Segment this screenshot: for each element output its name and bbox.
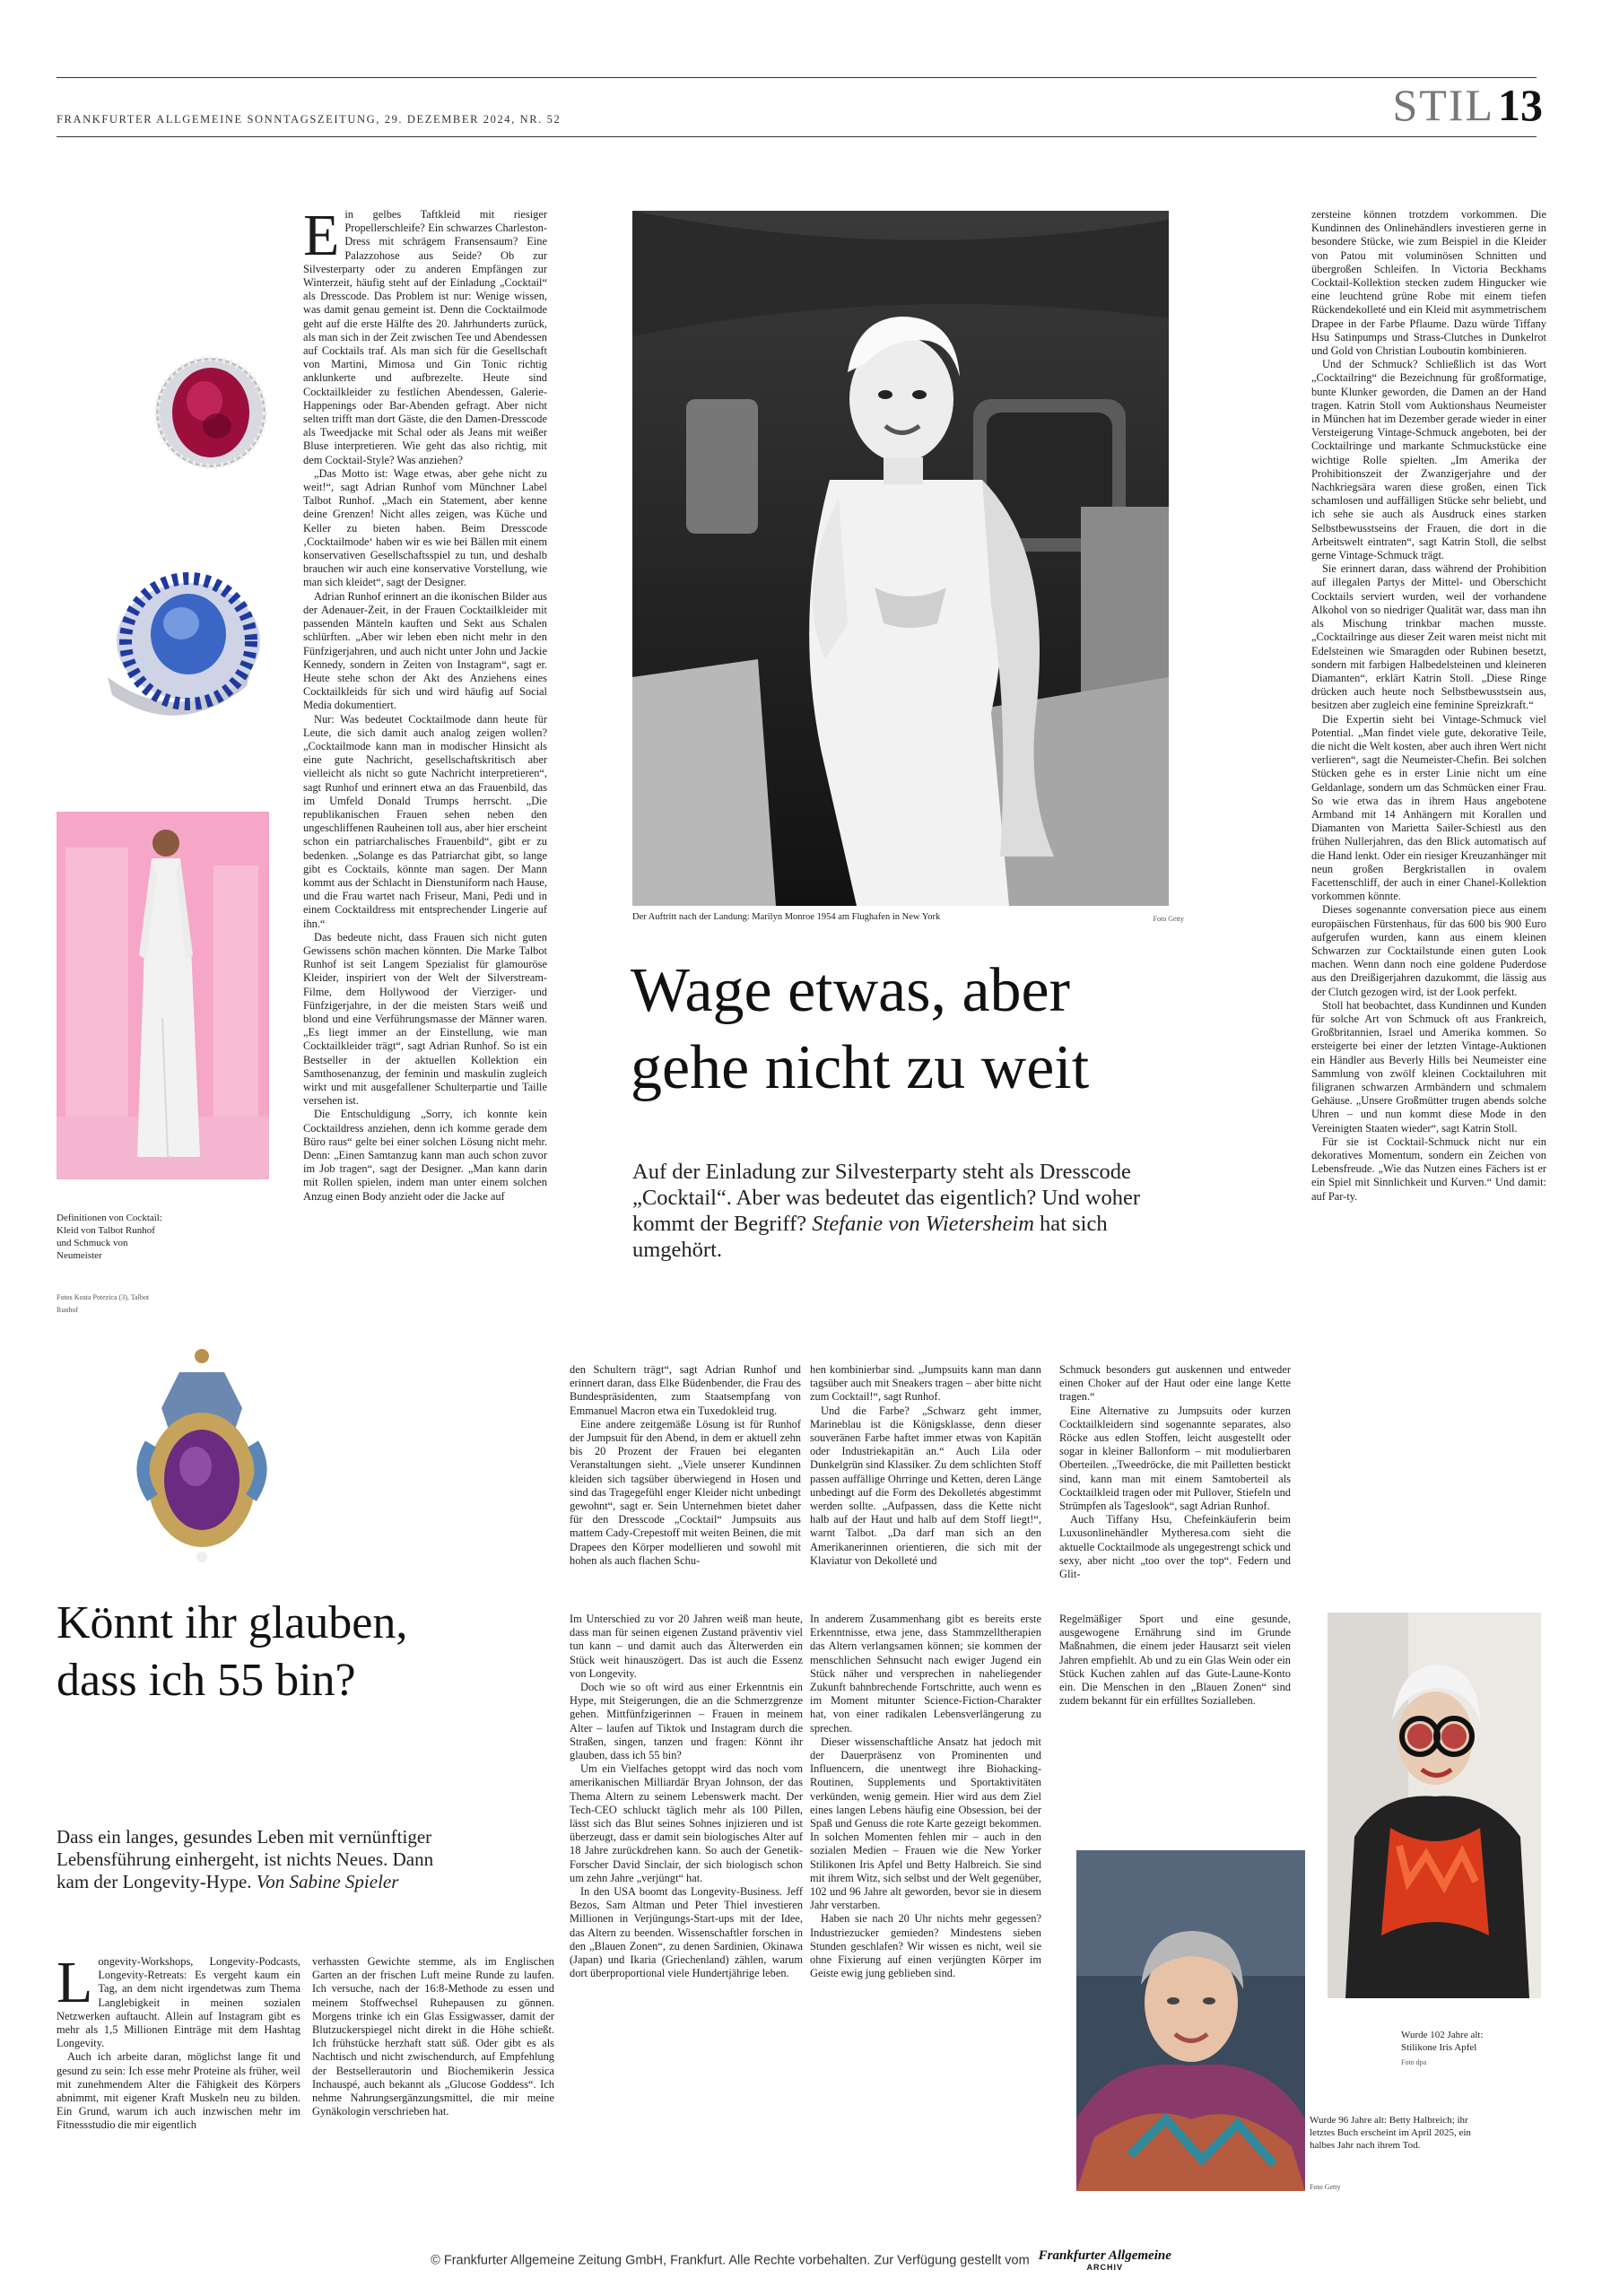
article1-column-5 (1311, 208, 1546, 1649)
faz-logo-sub: ARCHIV (1086, 2263, 1124, 2272)
article1-col2-p2: Eine andere zeitgemäße Lösung ist für Runhof der Jumpsuit für den Abend, in dem er aktuell zehn bis 20 Prozent der Frauen bei eleganten Veranstaltungen sieht. „Viele unserer Kundinnen kleiden sich tagsüber überwiegend in Hosen und sind das Tragegefühl enger Kleider nicht unbedingt gewohnt“, sagt er. Sein Unternehmen bietet daher für den Dresscode „Cocktail“ Jumpsuits aus mattem Cady-Crepestoff mit weiten Beinen, die mit Drapees den Körper modellieren und sowohl mit hohen als auch flachen Schu- (570, 1417, 801, 1567)
article2-dropcap: L (57, 1955, 93, 2015)
article1-col5-p1: zersteine können trotzdem vorkommen. Die Kundinnen des Onlinehändlers investieren gerne in besondere Stücke, wie zum Beispiel in die Kleider von Patou mit voluminösen Schnitten und übergroßen Schleifen. In Victoria Beckhams Cocktail-Kollektion stecken zudem Hingucker wie eine leuchtend grüne Robe mit einem tiefen Rückendekolleté und ein Kleid mit asymmetrischem Drapee in der Farbe Pflaume. Dazu würde Tiffany Hsu Satinpumps und Strass-Clutches in Dunkelrot und Gold von Christian Louboutin kombinieren. (1311, 208, 1546, 358)
main-photo-credit: Foto Getty (1153, 915, 1184, 923)
faz-archiv-logo (1039, 2249, 1171, 2272)
main-photo-caption: Der Auftritt nach der Landung: Marilyn Monroe 1954 am Flughafen in New York (632, 912, 941, 922)
article1-col1-p1: in gelbes Taftkleid mit riesiger Propellerschleife? Ein schwarzes Charleston-Dress mit schrägem Fransensaum? Eine Palazzohose aus Seide? Ob zur Silvesterparty oder zu anderen Empfängen zur Winterzeit, häufig steht auf der Einladung „Cocktail“ als Dresscode. Das Problem ist nur: Wenige wissen, was damit genau gemeint ist. Denn die Cocktailmode geht auf die erste Hälfte des 20. Jahrhunderts zurück, als man sich in der Zeit zwischen Tee und Abendessen auf Cocktails traf. Als man sich für die Gesellschaft von Martini, Mimosa und Gin Tonic richtig anklunkerte und aufbrezelte. Heute sind Cocktailkleider zu festlichen Abendessen, Galerie-Happenings oder Bar-Abenden gefragt. Aber nicht selten trifft man dort Gäste, die den Damen-Dresscode als Tweedjacke mit Schal oder als Jeans mit weißer Bluse interpretieren. Wie geht das also richtig, mit dem Cocktail-Style? Was anziehen? (303, 208, 547, 466)
article1-col5-p2: Und der Schmuck? Schließlich ist das Wort „Cocktailring“ die Bezeichnung für großformatige, bunte Klunker geworden, die Damen an der Hand tragen. Katrin Stoll vom Auktionshaus Neumeister in München hat im Dezember gerade wieder in einer Versteigerung Vintage-Schmuck angeboten, bei der Cocktailringe und markante Schmuckstücke eine wichtige Rolle spielten. „Im Amerika der Prohibitionszeit der Zwanzigerjahre und der Nachkriegsära waren diese großen, einen Tick schamlosen und auffälligen Stücke sehr beliebt, und ich sehe sie auch als Ausdruck eines starken Selbstbewusstseins der Frauen, die dort in die Arbeitswelt eintraten“, sagt Katrin Stoll, die selbst gerne Vintage-Schmuck trägt. (1311, 358, 1546, 562)
article1-col5-p4: Die Expertin sieht bei Vintage-Schmuck viel Potential. „Man findet viele gute, dekorative Teile, die nicht die Welt kosten, aber auch ihren Wert nicht verlieren“, sagt die Neumeister-Chefin. Bei solchen Stücken gehe es in erster Linie nicht um eine Geldanlage, sondern um das Schmücken einer Frau. So wie etwa das in ihrem Haus angebotene Armband mit 14 Anhängern mit Korallen und Diamanten von Marietta Sailer-Schiestl aus den frühen Nullerjahren, das den Blick automatisch auf die Hand lenkt. Oder ein riesiger Kreuzanhänger mit neun großen Bergkristallen in ovalem Facettenschliff, der auch in einer Chanel-Kollektion vorkommen könnte. (1311, 712, 1546, 903)
article2-col4-p2: Dieser wissenschaftliche Ansatz hat jedoch mit der Dauerpräsenz von Prominenten und Influencern, die unentwegt ihre Biohacking-Routinen, Supplements und Sportaktivitäten verkünden, wenig gemein. Hier wird aus dem Ziel eines langen Lebens häufig eine Obsession, bei der Spaß und Genuss die rote Karte gezeigt bekommen. In solchen Momenten fehlen mir – auch in den sozialen Medien – Frauen wie die New Yorker Stilikonen Iris Apfel und Betty Halbreich. Sie sind mit ihrem Witz, sich selbst und der Welt gegenüber, 102 und 96 Jahre alt geworden, bevor sie in diesem Jahr verstarben. (810, 1735, 1041, 1912)
article1-headline-line1: Wage etwas, aber (631, 956, 1070, 1025)
section-name: STIL (1392, 80, 1494, 130)
sapphire-ring-photo (90, 570, 269, 731)
article2-col3-p3: Um ein Vielfaches getoppt wird das noch vom amerikanischen Milliardär Bryan Johnson, der das Thema Altern zu seinem Lebenswerk macht. Der Tech-CEO schluckt täglich mehr als 100 Pillen, lässt sich das Blut seines Sohnes injizieren und ist überzeugt, dass er damit sein biologisches Alter auf 18 Jahre zurückdrehen kann. So auch der Genetik-Forscher David Sinclair, der sich biologisch schon um zehn Jahre „verjüngt“ hat. (570, 1762, 803, 1884)
side-credit: Fotos Kosta Potezica (3), Talbot Runhof (57, 1293, 150, 1314)
article1-author: Stefanie von Wietersheim (812, 1212, 1034, 1236)
article1-col5-p3: Sie erinnert daran, dass während der Prohibition auf illegalen Partys der Mittel- und Oberschicht Cocktails serviert wurden, weil der vorhandene Alkohol von so niedriger Qualität war, dass man ihn als Mischung trinkbar machen musste. „Cocktailringe aus dieser Zeit waren meist nicht mit Edelsteinen wie Smaragden oder Rubinen besetzt, sondern mit farbigen Halbedelsteinen und kleineren Diamanten“, erklärt Katrin Stoll. „Diese Ringe drücken auch heute noch Selbstbewusstsein aus, besitzen aber zugleich eine feminine Spreizkraft.“ (1311, 562, 1546, 712)
ruby-ring-photo (152, 345, 269, 480)
article1-col5-p7: Für sie ist Cocktail-Schmuck nicht nur ein dekoratives Momentum, sondern ein Zeichen von Lebensfreude. „Wie das Nutzen eines Fächers ist er ein Spiel mit Sinnlichkeit und Kurven.“ Und damit: auf Par-ty. (1311, 1135, 1546, 1203)
article1-col1-p5: Das bedeute nicht, dass Frauen sich nicht guten Gewissens schön machen könnten. Die Marke Talbot Runhof ist seit Langem Spezialist für glamouröse Kleider, inspiriert von der Welt der Silverstream-Filme, dem Hollywood der Vierziger- und Fünfzigerjahre, in der die meisten Stars weiß und blond und eine Verführungsmasse der Männer waren. „Es liegt immer an der Einstellung, wie man Cocktailkleider trägt“, sagt Adrian Runhof. So ist ein Bestseller in der aktuellen Kollektion ein Samthosenanzug, der feminin und maskulin zugleich wirkt und mit ausgefallener Schulterpartie und Taille versehen ist. (303, 930, 547, 1108)
article2-subhead (57, 1826, 451, 1925)
article1-column-2 (570, 1363, 801, 1649)
article2-col3-p4: In den USA boomt das Longevity-Business. Jeff Bezos, Sam Altman und Peter Thiel investieren Millionen in Verjüngungs-Start-ups mit der Idee, das Altern zu beenden. Wissenschaftler forschen in den „Blauen Zonen“, zu denen Sardinien, Okinawa (Japan) und Ikaria (Griechenland) zählen, warum dort überproportional viele Hundertjährige leben. (570, 1885, 803, 1980)
article2-column-5 (1059, 1613, 1291, 1819)
marilyn-monroe-photo (632, 211, 1169, 906)
article1-col5-p5: Dieses sogenannte conversation piece aus einem europäischen Fürstenhaus, für das 600 bis 900 Euro aufgerufen wurden, kann aus einem kleinen Schwarzen zur Cocktailstunde einen guten Look machen. Wenn dann noch eine goldene Puderdose aus den Dreißigerjahren dazukommt, die lässig aus der Clutch gezogen wird, ist der Look perfekt. (1311, 903, 1546, 998)
betty-halbreich-photo (1076, 1850, 1305, 2191)
iris-apfel-caption-line2: Stilikone Iris Apfel (1401, 2042, 1477, 2053)
publication-line: FRANKFURTER ALLGEMEINE SONNTAGSZEITUNG, 29. DEZEMBER 2024, NR. 52 (57, 113, 562, 126)
article1-col1-p6: Die Entschuldigung „Sorry, ich konnte kein Cocktaildress anziehen, denn ich komme gerade dem Büro raus“ gelte bei einer solchen Lösung nicht mehr. Denn: „Einen Samtanzug kann man auch schon zuvor im Job tragen“, sagt der Designer. „Man kann darin mit Rollen spielen, indem man unter einem solchen Anzug einen Body anzieht oder die Jacke auf (303, 1108, 547, 1203)
iris-apfel-credit: Foto dpa (1401, 2058, 1427, 2066)
article1-col5-p6: Stoll hat beobachtet, dass Kundinnen und Kunden für solche Art von Schmuck oft aus Frankreich, Großbritannien, Israel und Amerika kommen. So ersteigerte bei einer der letzten Vintage-Auktionen ein Händler aus Beverly Hills bei Neumeister eine Sammlung von zwölf kleinen Cocktailuhren mit filigranen schwarzen Armbändern und schmalem Gehäuse. „Unsere Großmütter trugen abends solche Uhren – und nun kommt diese Mode in den Vereinigten Staaten wieder“, sagt Katrin Stoll. (1311, 998, 1546, 1135)
article1-col4-p2: Eine Alternative zu Jumpsuits oder kurzen Cocktailkleidern sind sogenannte separates, also Röcke aus edlen Stoffen, leicht ausgestellt oder sogar in kleiner Ballonform – mit modulierbaren Oberteilen. „Tweedröcke, die mit Pailletten bestickt sind, kann man mit einem Samtoberteil als Cocktailkleid tragen oder mit Pullover, Stiefeln und Strümpfen als Tageslook“, sagt Adrian Runhof. (1059, 1404, 1291, 1513)
article2-col1-p2: Auch ich arbeite daran, möglichst lange fit und gesund zu sein: Ich esse mehr Proteine als früher, weil mit zunehmendem Alter die Fähigkeit des Körpers abnimmt, mit eigener Kraft Muskeln neu zu bilden. Ein Grund, warum ich auch inzwischen mehr im Fitnessstudio die mir eigentlich (57, 2050, 300, 2132)
article1-col3-p2: Und die Farbe? „Schwarz geht immer, Marineblau ist die Königsklasse, denn dieser souveränen Farbe haftet immer etwas von Kapitän oder Industriekapitän an.“ Auch Lila oder Dunkelgrün sind Klassiker. Zu dem schlichten Stoff passen auffällige Ohrringe und Ketten, deren Länge unbedingt auf die Form des Dekolletés abgestimmt werden sollte. „Aufpassen, dass die Kette nicht halb auf der Haut und halb auf dem Stoff liegt!“, warnt Talbot. „Da darf man sich an den Amerikanerinnen orientieren, die sich mit der Klaviatur von Dekolleté und (810, 1404, 1041, 1567)
faz-logo-text: Frankfurter Allgemeine (1038, 2249, 1171, 2263)
article1-column-4 (1059, 1363, 1291, 1649)
article1-col3-p1: hen kombinierbar sind. „Jumpsuits kann man dann tagsüber auch mit Sneakers tragen – aber bitte nicht zum Cocktail!“, sagt Runhof. (810, 1363, 1041, 1404)
article2-col2-p1: verhassten Gewichte stemme, als im Englischen Garten an der frischen Luft meine Runde zu laufen. Ich versuche, nach der 16:8-Methode zu essen und meinem Stoffwechsel Ruhepausen zu gönnen. Morgens trinke ich ein Glas Essigwasser, damit der Blutzuckerspiegel nicht direkt in die Höhe schießt. Ich frühstücke herzhaft statt süß. Oder gibt es als Nachtisch und nicht zwischendurch, auf Empfehlung der Bestsellerautorin und Biochemikerin Jessica Inchauspé, auch bekannt als „Glucose Goddess“. Ich nehme Nahrungsergänzungsmittel, die mir meine Gynäkologin verschrieben hat. (312, 1955, 554, 2118)
article1-subhead-tail: hat sich umgehört. (632, 1212, 1108, 1262)
side-caption: Definitionen von Cocktail: Kleid von Talbot Runhof und Schmuck von Neumeister (57, 1213, 162, 1261)
article2-column-3 (570, 1613, 803, 2197)
article1-col2-p1: den Schultern trägt“, sagt Adrian Runhof und erinnert daran, dass Elke Büdenbender, die Frau des Bundespräsidenten, zum Staatsempfang von Emmanuel Macron etwa ein Tuxedokleid trug. (570, 1363, 801, 1417)
article2-col3-p1: Im Unterschied zu vor 20 Jahren weiß man heute, dass man für seinen eigenen Zustand präventiv viel tun kann – und damit auch das Älterwerden ein Stück weit hinauszögert. Das ist auch die Essenz von Longevity. (570, 1613, 803, 1680)
iris-apfel-caption (1401, 2029, 1536, 2054)
article1-col1-p4: Nur: Was bedeutet Cocktailmode dann heute für Leute, die sich damit auch analog zeigen wollen? „Cocktailmode kann man in modischer Hinsicht als eine gute Nachricht, gesellschaftskritisch aber vielleicht als nicht so gute Nachricht interpretieren“, sagt Runhof und erinnert etwa an das Frauenbild, das im Umfeld Donald Trumps herrscht. „Die republikanischen Frauen sehen neben den ungeschliffenen Rauheinen toll aus, aber hier erscheint schon ein patriarchalisches Frauenbild“, gibt er zu bedenken. „Solange es das Patriarchat gibt, so lange gibt es Cocktails, könnte man sagen. Der Mann kommt aus der Schlacht in Dienstuniform nach Hause, und die Frau wartet nach Friseur, Mani, Pedi und in einem Cocktaildress mit entsprechender Lingerie auf ihn.“ (303, 712, 547, 930)
betty-halbreich-caption: Wurde 96 Jahre alt: Betty Halbreich; ihr letztes Buch erscheint im April 2025, ein halbes Jahr nach ihrem Tod. (1310, 2115, 1471, 2151)
dress-photo (57, 812, 269, 1179)
iris-apfel-caption-line1: Wurde 102 Jahre alt: (1401, 2030, 1484, 2040)
top-rule (57, 77, 1537, 78)
article1-column-3 (810, 1363, 1041, 1649)
article1-headline (631, 952, 1187, 1132)
article2-headline (57, 1595, 523, 1747)
article1-column-1 (303, 208, 547, 1649)
article2-column-4 (810, 1613, 1041, 2197)
article1-col4-p3: Auch Tiffany Hsu, Chefeinkäuferin beim Luxusonlinehändler Mytheresa.com sieht die aktuelle Cocktailmode als ungegestrengt schick und sexy, aber nicht „too over the top“. Federn und Glit- (1059, 1513, 1291, 1581)
article2-column-2 (312, 1955, 554, 2197)
article1-subhead (632, 1159, 1188, 1284)
article2-col4-p1: In anderem Zusammenhang gibt es bereits erste Erkenntnisse, etwa jene, dass Stammzelltherapien das Altern verlangsamen können; sie kommen der menschlichen Sehnsucht nach ewiger Jugend ein Stück näher und versprechen in naheliegender Zukunft bahnbrechende Fortschritte, auch wenn es im Moment mitunter Science-Fiction-Charakter hat, von einer radikalen Lebensverlängerung zu sprechen. (810, 1613, 1041, 1735)
footer-copyright: © Frankfurter Allgemeine Zeitung GmbH, Frankfurt. Alle Rechte vorbehalten. Zur Verfügung gestellt vom (431, 2253, 1030, 2268)
article2-author: Von Sabine Spieler (256, 1871, 399, 1892)
masthead-rule (57, 136, 1537, 137)
article1-col1-p2: „Das Motto ist: Wage etwas, aber gehe nicht zu weit!“, sagt Adrian Runhof vom Münchner Label Talbot Runhof. „Mach ein Statement, aber kenne deine Grenzen! Nicht alles zeigen, was Küche und Keller zu bieten haben. Beim Dresscode ‚Cocktailmode‘ haben wir es wie bei Bällen mit einem konservativen Gesellschaftsspiel zu tun, und deshalb brauchen wir auch eine konservative Vorstellung, wie man sich kleidet“, sagt der Designer. (303, 466, 547, 589)
article1-subhead-text: Auf der Einladung zur Silvesterparty steht als Dresscode „Cocktail“. Aber was bedeutet das eigentlich? Und woher kommt der Begriff? (632, 1160, 1141, 1236)
article2-headline-line2: dass ich 55 bin? (57, 1655, 356, 1706)
section-title (1328, 79, 1543, 136)
article2-col4-p3: Haben sie nach 20 Uhr nichts mehr gegessen? Industriezucker gemieden? Mindestens sieben Stunden geschlafen? Wir wissen es nicht, weil sie ohne Fixierung auf einen verjüngten Körper im Geiste ewig jung geblieben sind. (810, 1912, 1041, 1980)
iris-apfel-photo (1328, 1613, 1541, 1998)
article1-dropcap: E (303, 208, 340, 268)
pendant-photo (126, 1345, 278, 1570)
footer (0, 2249, 1602, 2285)
article2-subhead-text: Dass ein langes, gesundes Leben mit vernünftiger Lebensführung einhergeht, ist nichts Neues. Dann kam der Longevity-Hype. (57, 1826, 434, 1892)
article2-headline-line1: Könnt ihr glauben, (57, 1597, 408, 1648)
article1-col1-p3: Adrian Runhof erinnert an die ikonischen Bilder aus der Adenauer-Zeit, in der Frauen Cocktailkleider mit passenden Mänteln kauften und Sekt aus Schalen schlürften. „Aber wir leben eben nicht mehr in den Fünfzigerjahren, und auch nicht unter John und Jackie Kennedy, sondern in Zeiten von Instagram“, sagt er. Heute stehe schon der Akt des Anziehens eines Cocktailkleids für sich und wird häufig auf Social Media dokumentiert. (303, 589, 547, 712)
betty-halbreich-credit: Foto Getty (1310, 2183, 1341, 2191)
article2-col3-p2: Doch wie so oft wird aus einer Erkenntnis ein Hype, mit Steigerungen, die an die Schmerzgrenze gehen. Mittfünfzigerinnen – Frauen in meinem Alter – laufen auf Tiktok und Instagram durch die Straßen, singen, tanzen und fragen: Könnt ihr glauben, dass ich 55 bin? (570, 1681, 803, 1762)
article1-col4-p1: Schmuck besonders gut auskennen und entweder einen Choker auf der Haut oder eine lange Kette tragen.“ (1059, 1363, 1291, 1404)
page-number: 13 (1498, 80, 1543, 130)
article1-headline-line2: gehe nicht zu weit (631, 1033, 1090, 1102)
article2-column-1 (57, 1955, 300, 2197)
article2-col5-p1: Regelmäßiger Sport und eine gesunde, ausgewogene Ernährung sind im Grunde Maßnahmen, die einem jeder Hausarzt seit vielen Jahren empfiehlt. Ab und zu ein Glas Wein oder ein Stück Kuchen zahlen auf das Gute-Laune-Konto ein. Die Menschen in den „Blauen Zonen“ sind zudem bekannt für ein erfülltes Sozialleben. (1059, 1613, 1291, 1708)
article2-col1-p1: ongevity-Workshops, Longevity-Podcasts, Longevity-Retreats: Es vergeht kaum ein Tag, an dem nicht irgendetwas zum Thema Langlebigkeit in meinen sozialen Netzwerken auftaucht. Allein auf Instagram gibt es mehr als 1,5 Millionen Einträge mit dem Hashtag Longevity. (57, 1955, 300, 2050)
